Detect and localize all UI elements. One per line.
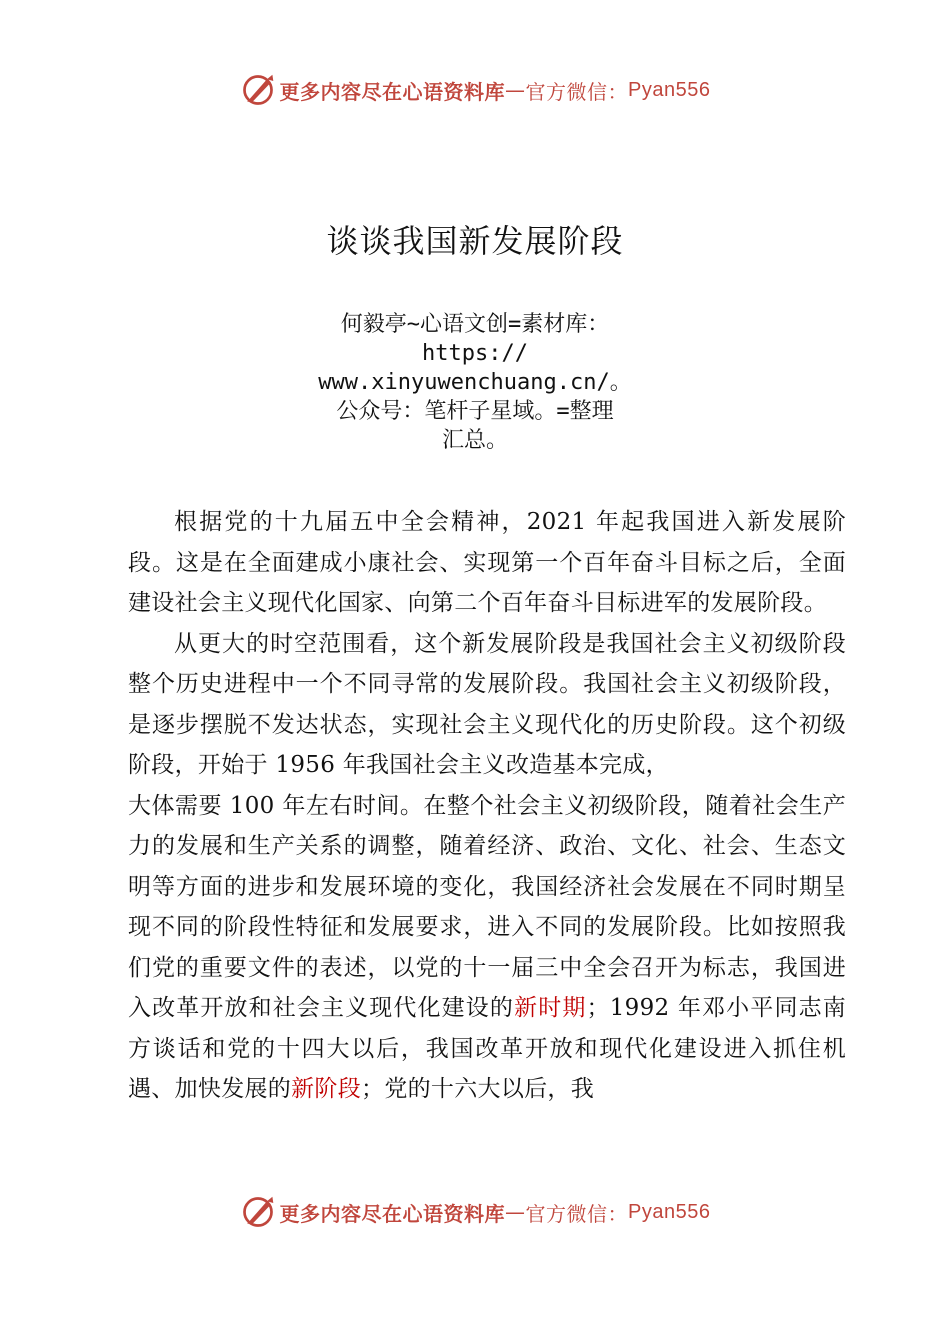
paragraph-2-part-1: 从更大的时空范围看，这个新发展阶段是我国社会主义初级阶段整个历史进程中一个不同寻常的发展阶段。我国社会主义初级阶段，是逐步摆脱不发达状态，实现社会主义现代化的历史阶段。这个初级阶段，开始于 1956 年我国社会主义改造基本完成，: [128, 630, 846, 778]
highlight-new-period: 新时期: [514, 995, 587, 1021]
author-line: 何毅亭~心语文创=素材库：: [340, 312, 610, 337]
paragraph-2-continued: [128, 786, 846, 1110]
paragraph-2-part-3: ；1992 年邓小平同志南方谈话和党的十四大以后，我国改革开放和现代化建设进入抓住机遇、加快发展的: [128, 995, 846, 1102]
author-block: [0, 310, 950, 455]
banner-dash: —: [505, 1200, 526, 1224]
author-line: www.xinyuwenchuang.cn/。: [318, 370, 632, 395]
paragraph-2: [128, 624, 846, 786]
red-quill-logo-icon: [240, 1194, 276, 1230]
banner-brand-text: 更多内容尽在心语资料库: [279, 1201, 506, 1226]
paragraph-2-part-4: ；党的十六大以后，我: [361, 1076, 595, 1102]
paragraph-2-part-2: 大体需要 100 年左右时间。在整个社会主义初级阶段，随着社会生产力的发展和生产关系的调整，随着经济、政治、文化、社会、生态文明等方面的进步和发展环境的变化，我国经济社会发展在不同时期呈现不同的阶段性特征和发展要求，进入不同的发展阶段。比如按照我们党的重要文件的表述，以党的十一届三中全会召开为标志，我国进入改革开放和社会主义现代化建设的: [128, 792, 846, 1021]
header-banner: [0, 72, 950, 108]
banner-official-label: 官方微信：: [525, 79, 629, 104]
document-title: 谈谈我国新发展阶段: [326, 222, 624, 260]
highlight-new-stage: 新阶段: [291, 1076, 362, 1102]
author-line: https://: [422, 341, 528, 366]
banner-wechat-id: Pyan556: [628, 78, 711, 101]
paragraph-1: 根据党的十九届五中全会精神，2021 年起我国进入新发展阶段。这是在全面建成小康社会、实现第一个百年奋斗目标之后，全面建设社会主义现代化国家、向第二个百年奋斗目标进军的发展阶段。: [128, 509, 846, 616]
banner-official-label: 官方微信：: [525, 1201, 629, 1226]
author-line: 汇总。: [441, 428, 508, 453]
red-quill-logo-icon: [240, 72, 276, 108]
banner-brand-text: 更多内容尽在心语资料库: [279, 79, 506, 104]
footer-banner: [0, 1194, 950, 1230]
banner-wechat-id: Pyan556: [628, 1200, 711, 1223]
banner-dash: —: [505, 78, 526, 102]
author-line: 公众号：笔杆子星域。=整理: [336, 399, 614, 424]
document-body: [128, 502, 846, 1110]
